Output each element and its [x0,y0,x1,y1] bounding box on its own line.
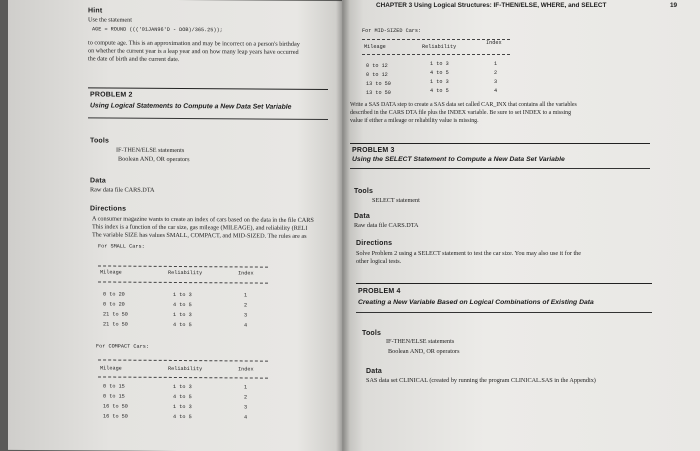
small-r2-mileage: 0 to 20 [103,301,125,308]
compact-header-index: Index [238,366,254,373]
mid-header-index: Index [486,40,502,46]
small-r1-reliability: 1 to 3 [173,291,192,299]
tools4-heading: Tools [362,330,382,337]
right-para-line-3: value if either a mileage or reliability value is missing. [350,118,479,124]
compact-header-mileage: Mileage [100,365,122,372]
small-r4-index: 4 [244,322,248,329]
hint-line-2: on whether the current year is a leap year and on how many leap years have occurred [88,47,299,56]
tools3-heading: Tools [354,188,374,195]
directions-line-3: The variable SIZE has values SMALL, COMPACT, and MID-SIZED. The rules are as [92,231,307,240]
compact-table-rule-mid [98,376,268,378]
problem4-rule-bottom [356,312,652,313]
small-r4-reliability: 4 to 5 [173,321,192,329]
problem2-title: Using Logical Statements to Compute a New Data Set Variable [90,102,292,111]
mid-r3-mileage: 13 to 50 [366,81,391,87]
compact-r3-reliability: 1 to 3 [173,403,192,411]
compact-r1-index: 1 [244,384,248,391]
directions-line-2: This index is a function of the car size, gas mileage (MILEAGE), and reliability (RELI [92,223,308,232]
right-para-line-2: described in the CARS DTA file plus the INDEX variable. Be sure to set INDEX to a missing [350,110,572,116]
mid-r4-mileage: 13 to 50 [366,90,391,96]
directions-line-1: A consumer magazine wants to create an index of cars based on the data in the file CARS [92,215,314,224]
directions3-line-1: Solve Problem 2 using a SELECT statement to test the car size. You may also use it for the [356,250,582,257]
small-r3-reliability: 1 to 3 [173,311,192,319]
mid-r3-index: 3 [494,79,498,85]
small-r2-index: 2 [244,302,248,309]
data4-heading: Data [366,368,382,375]
data4-line: SAS data set CLINICAL (created by running the program CLINICAL.SAS in the Appendix) [366,377,596,384]
tools4-line-2: Boolean AND, OR operators [388,348,460,355]
mid-table-caption: For MID-SIZED Cars: [362,28,422,34]
compact-table-caption: For COMPACT Cars: [96,343,149,350]
directions3-heading: Directions [356,240,393,247]
compact-r2-reliability: 4 to 5 [173,393,192,401]
data-line: Raw data file CARS.DTA [90,186,155,194]
data-heading: Data [90,177,106,185]
small-r2-reliability: 4 to 5 [173,301,192,309]
mid-r1-reliability: 1 to 3 [430,61,449,67]
compact-r2-index: 2 [244,394,248,401]
tools-heading: Tools [90,137,110,145]
compact-table-rule-top [98,359,268,361]
problem2-label: PROBLEM 2 [90,91,133,99]
mid-table-rule-mid [362,54,510,55]
compact-r3-index: 3 [244,404,248,411]
page-number: 19 [670,2,678,9]
chapter-header: CHAPTER 3 Using Logical Structures: IF-THEN/ELSE, WHERE, and SELECT [376,2,607,9]
tools-line-1: IF-THEN/ELSE statements [116,146,185,155]
problem2-rule-bottom [88,117,328,120]
compact-r4-reliability: 4 to 5 [173,413,192,421]
hint-code: AGE = ROUND ((('01JAN96'D - DOB)/365.25)); [92,26,223,34]
mid-r2-reliability: 4 to 5 [430,70,449,76]
problem4-title: Creating a New Variable Based on Logical Combinations of Existing Data [358,299,594,306]
right-page [342,0,700,451]
tools4-line-1: IF-THEN/ELSE statements [386,338,455,345]
problem3-label: PROBLEM 3 [352,147,395,154]
hint-line-3: the date of birth and the current date. [88,55,180,64]
compact-r2-mileage: 0 to 15 [103,393,125,400]
right-para-line-1: Write a SAS DATA step to create a SAS data set called CAR_INX that contains all the variables [350,102,577,108]
small-r1-mileage: 0 to 20 [103,291,125,298]
problem2-rule [88,87,328,90]
mid-r3-reliability: 1 to 3 [430,79,449,85]
problem3-rule [350,143,650,144]
compact-header-reliability: Reliability [168,365,203,373]
data3-heading: Data [354,213,370,220]
small-r4-mileage: 21 to 50 [103,321,128,328]
small-header-mileage: Mileage [100,269,122,276]
small-r3-index: 3 [244,312,248,319]
mid-r1-index: 1 [494,61,498,67]
mid-header-mileage: Mileage [364,44,386,50]
mid-header-reliability: Reliability [422,44,457,50]
compact-r3-mileage: 16 to 50 [103,403,128,410]
small-r1-index: 1 [244,292,248,299]
tools3-line: SELECT statement [372,197,420,204]
hint-heading: Hint [88,7,103,15]
small-r3-mileage: 21 to 50 [103,311,128,318]
small-header-reliability: Reliability [168,269,203,277]
mid-r4-index: 4 [494,88,498,94]
hint-intro: Use the statement [88,16,132,24]
compact-r4-mileage: 16 to 50 [103,413,128,420]
compact-r4-index: 4 [244,414,248,421]
problem3-rule-bottom [350,168,650,169]
mid-r2-index: 2 [494,70,498,76]
small-table-rule-top [98,265,268,267]
data3-line: Raw data file CARS.DTA [354,222,419,229]
book-gutter-shadow [336,0,350,451]
problem3-title: Using the SELECT Statement to Compute a New Data Set Variable [352,156,565,163]
mid-r2-mileage: 0 to 12 [366,72,388,78]
problem4-label: PROBLEM 4 [358,288,401,295]
small-table-rule-mid [98,281,268,283]
compact-r1-reliability: 1 to 3 [173,383,192,391]
hint-line-1: to compute age. This is an approximation and may be incorrect on a person's birthday [88,39,300,48]
directions-heading: Directions [90,205,127,213]
mid-r1-mileage: 0 to 12 [366,63,388,69]
compact-r1-mileage: 0 to 15 [103,383,125,390]
left-page [8,0,348,451]
directions3-line-2: other logical tests. [356,258,402,265]
problem4-rule [356,283,652,284]
tools-line-2: Boolean AND, OR operators [118,155,190,164]
small-table-caption: For SMALL Cars: [98,243,145,250]
mid-r4-reliability: 4 to 5 [430,88,449,94]
small-header-index: Index [238,270,254,277]
